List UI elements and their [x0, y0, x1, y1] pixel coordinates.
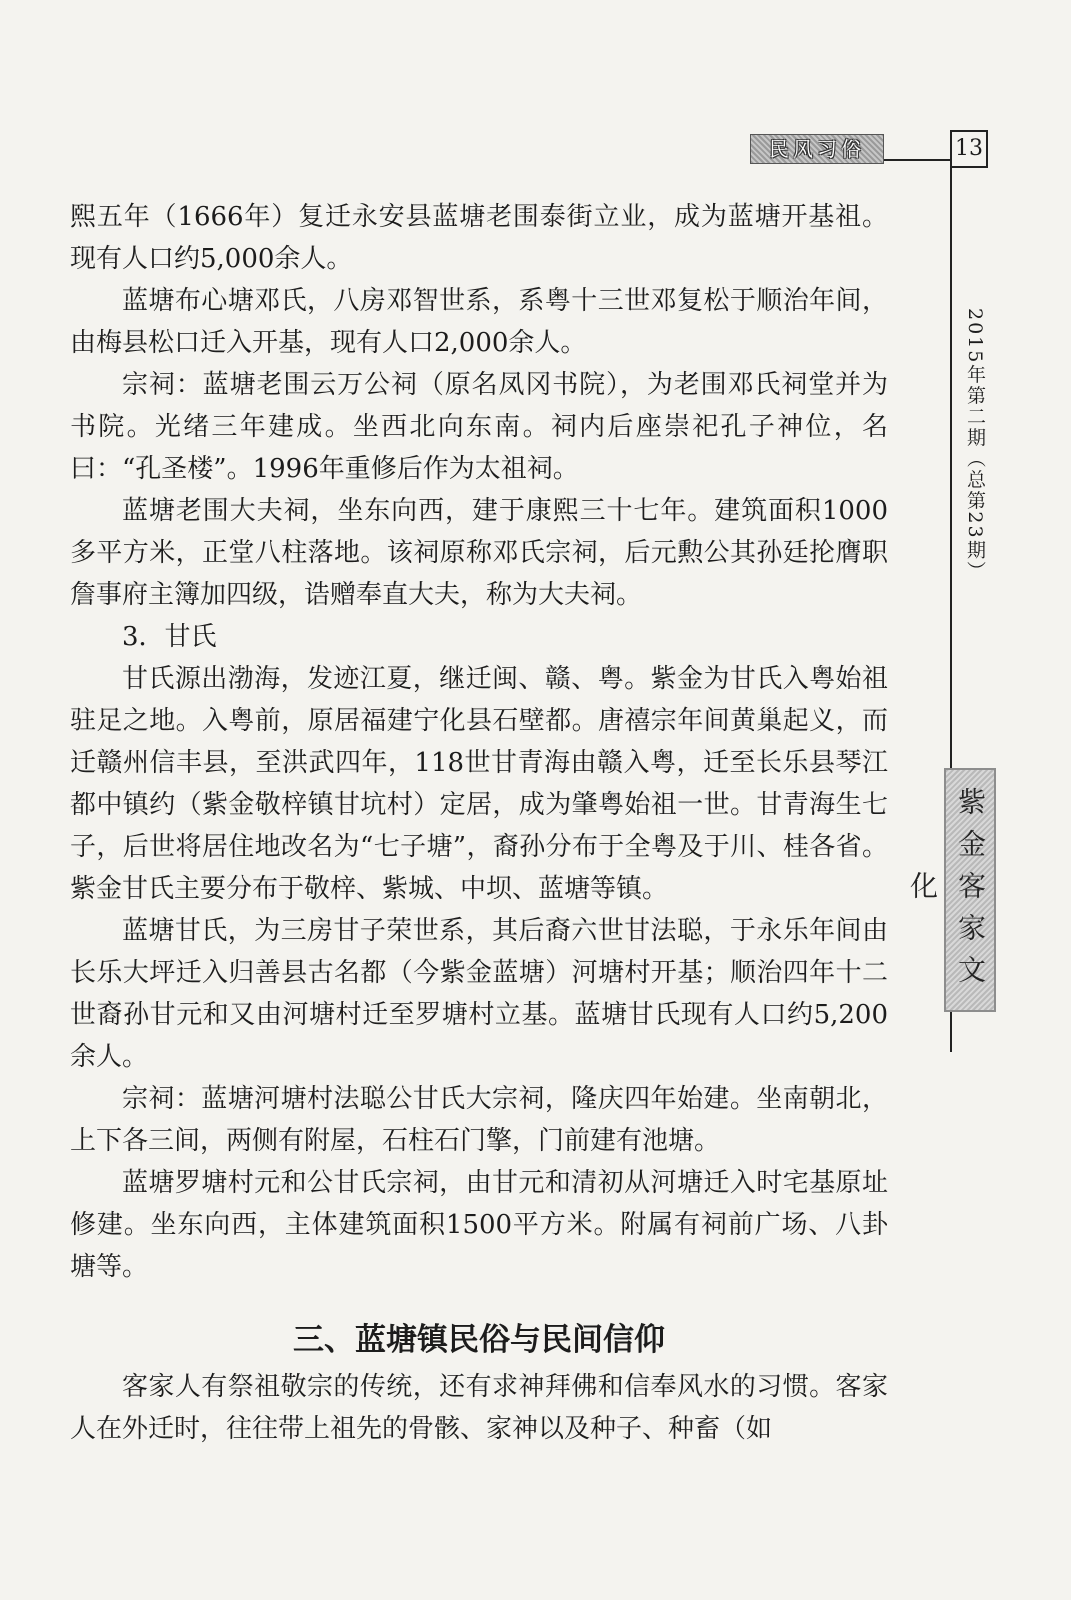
paragraph: 蓝塘老围大夫祠，坐东向西，建于康熙三十七年。建筑面积1000多平方米，正堂八柱落地。该祠原称邓氏宗祠，后元勲公其孙廷抡膺职詹事府主簿加四级，诰赠奉直大夫，称为大夫祠。 — [70, 496, 888, 610]
side-rule-lower — [950, 1012, 952, 1052]
paragraph: 蓝塘罗塘村元和公甘氏宗祠，由甘元和清初从河塘迁入时宅基原址修建。坐东向西，主体建筑面积1500平方米。附属有祠前广场、八卦塘等。 — [70, 1168, 888, 1282]
paragraph: 宗祠：蓝塘河塘村法聪公甘氏大宗祠，隆庆四年始建。坐南朝北，上下各三间，两侧有附屋，石柱石门擎，门前建有池塘。 — [70, 1084, 888, 1156]
section-heading: 三、蓝塘镇民俗与民间信仰 — [293, 1322, 665, 1358]
journal-logo-text: 紫金客家文化 — [906, 787, 987, 997]
paragraph: 甘氏源出渤海，发迹江夏，继迁闽、赣、粤。紫金为甘氏入粤始祖驻足之地。入粤前，原居福建宁化县石壁都。唐禧宗年间黄巢起义，而迁赣州信丰县，至洪武四年，118世甘青海由赣入粤，迁至长乐县琴江都中镇约（紫金敬梓镇甘坑村）定居，成为肇粤始祖一世。甘青海生七子，后世将居住地改名为“七子塘”，裔孙分布于全粤及于川、桂各省。紫金甘氏主要分布于敬梓、紫城、中坝、蓝塘等镇。 — [70, 664, 888, 904]
side-rule — [950, 168, 952, 768]
subheading: 3．甘氏 — [122, 622, 217, 652]
issue-label: 2015年第二期（总第23期） — [964, 308, 986, 582]
paragraph: 蓝塘布心塘邓氏，八房邓智世系，系粤十三世邓复松于顺治年间，由梅县松口迁入开基，现有人口2,000余人。 — [70, 286, 888, 358]
paragraph: 客家人有祭祖敬宗的传统，还有求神拜佛和信奉风水的习惯。客家人在外迁时，往往带上祖先的骨骸、家神以及种子、种畜（如 — [70, 1372, 888, 1444]
header-rule — [884, 159, 950, 161]
section-tag: 民风习俗 — [750, 134, 884, 164]
body-text — [70, 196, 888, 1450]
paragraph: 熙五年（1666年）复迁永安县蓝塘老围泰街立业，成为蓝塘开基祖。现有人口约5,000余人。 — [70, 202, 888, 274]
page-number: 13 — [950, 130, 988, 168]
paragraph: 宗祠：蓝塘老围云万公祠（原名凤冈书院），为老围邓氏祠堂并为书院。光绪三年建成。坐西北向东南。祠内后座崇祀孔子神位，名曰：“孔圣楼”。1996年重修后作为太祖祠。 — [70, 370, 888, 484]
journal-logo — [906, 768, 996, 1012]
paragraph: 蓝塘甘氏，为三房甘子荣世系，其后裔六世甘法聪，于永乐年间由长乐大坪迁入归善县古名都（今紫金蓝塘）河塘村开基；顺治四年十二世裔孙甘元和又由河塘村迁至罗塘村立基。蓝塘甘氏现有人口约5,200余人。 — [70, 916, 888, 1072]
